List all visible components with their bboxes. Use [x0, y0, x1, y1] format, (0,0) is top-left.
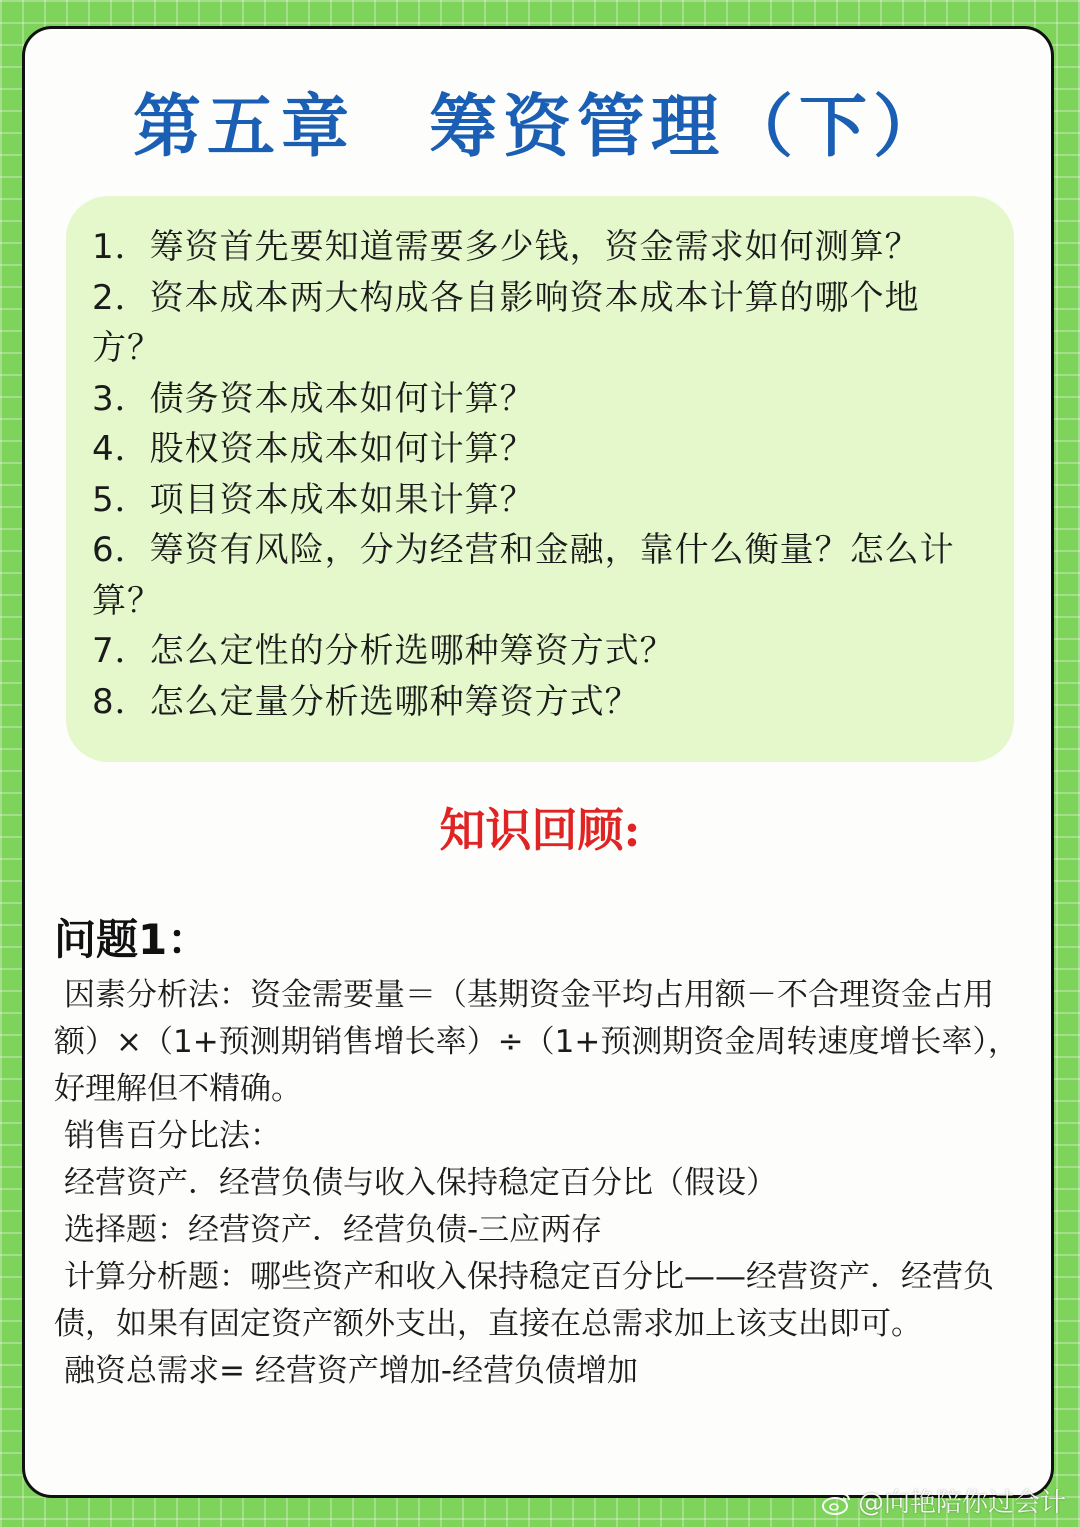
page-title: 第五章 筹资管理（下）	[132, 88, 947, 167]
answer-paragraph: 计算分析题：哪些资产和收入保持稳定百分比——经营资产．经营负债，如果有固定资产额外支出，直接在总需求加上该支出即可。	[54, 1259, 994, 1342]
question-item: 5．项目资本成本如果计算？	[92, 479, 535, 520]
answer-paragraph: 选择题：经营资产．经营负债-三应两存	[64, 1212, 603, 1248]
question-list-box	[66, 196, 1014, 762]
question-item: 6．筹资有风险，分为经营和金融，靠什么衡量？怎么计算？	[92, 530, 955, 621]
watermark	[822, 1487, 1066, 1519]
knowledge-recall-heading: 知识回顾:	[439, 803, 641, 857]
watermark-text: @向艳陪你过会计	[857, 1488, 1066, 1518]
answer-paragraph: 经营资产．经营负债与收入保持稳定百分比（假设）	[64, 1165, 777, 1201]
question-item: 7．怎么定性的分析选哪种筹资方式？	[92, 631, 675, 671]
weibo-icon	[822, 1491, 852, 1515]
question-item: 1．筹资首先要知道需要多少钱，资金需求如何测算？	[92, 227, 920, 267]
question-list	[92, 222, 988, 727]
answer-paragraph: 因素分析法：资金需要量＝（基期资金平均占用额－不合理资金占用额）×（1+预测期销售增长率）÷（1+预测期资金周转速度增长率），好理解但不精确。	[54, 977, 1019, 1107]
answer-paragraph: 融资总需求= 经营资产增加-经营负债增加	[64, 1353, 639, 1389]
question-item: 2．资本成本两大构成各自影响资本成本计算的哪个地方？	[92, 277, 920, 368]
question-1-heading: 问题1：	[54, 915, 210, 964]
question-item: 8．怎么定量分析选哪种筹资方式？	[92, 681, 640, 722]
question-item: 3．债务资本成本如何计算？	[92, 378, 535, 419]
answer-paragraph: 销售百分比法：	[64, 1118, 281, 1154]
question-item: 4．股权资本成本如何计算？	[92, 429, 535, 469]
question-1-answer	[54, 972, 1020, 1395]
